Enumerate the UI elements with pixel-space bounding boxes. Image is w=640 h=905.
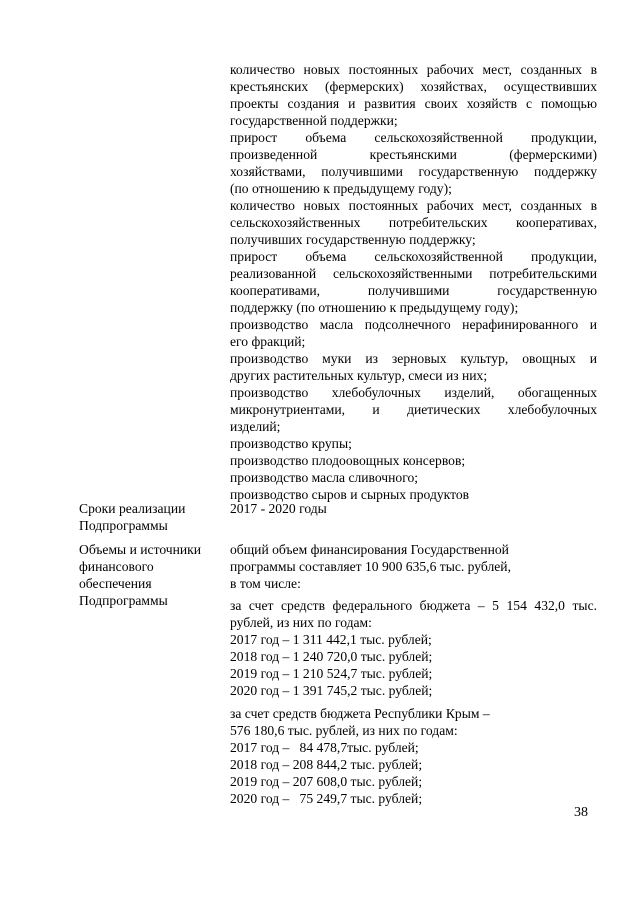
financing-total: общий объем финансирования Государственной программы составляет 10 900 635,6 тыс. рублей, в том числе: — [230, 542, 511, 591]
indicator-line: прирост объема сельскохозяйственной продукции, — [230, 249, 597, 264]
indicator-line: (по отношению к предыдущему году); — [230, 181, 452, 196]
indicator-line: хозяйствами, получившими государственную поддержку — [230, 164, 597, 179]
indicator-line: получивших государственную поддержку; — [230, 232, 476, 247]
indicator-line: проекты создания и развития своих хозяйств с помощью — [230, 96, 597, 111]
indicators-list — [230, 61, 597, 503]
financing-label: Объемы и источники финансового обеспечения Подпрограммы — [79, 542, 202, 608]
indicator-line: количество новых постоянных рабочих мест, созданных в — [230, 62, 597, 77]
indicator-line: производство плодоовощных консервов; — [230, 453, 466, 468]
indicator-line: государственной поддержки; — [230, 113, 398, 128]
indicator-line: производство крупы; — [230, 436, 352, 451]
indicator-line: производство муки из зерновых культур, овощных и — [230, 351, 597, 366]
timing-label: Сроки реализации Подпрограммы — [79, 501, 186, 533]
indicator-line: производство масла сливочного; — [230, 470, 419, 485]
indicator-line: количество новых постоянных рабочих мест, созданных в — [230, 198, 597, 213]
indicator-line: произведенной крестьянскими (фермерскими) — [230, 147, 597, 162]
indicator-line: прирост объема сельскохозяйственной продукции, — [230, 130, 597, 145]
indicator-line: поддержку (по отношению к предыдущему году); — [230, 300, 519, 315]
indicator-line: микронутриентами, и диетических хлебобулочных — [230, 402, 597, 417]
financing-crimea: за счет средств бюджета Республики Крым – 576 180,6 тыс. рублей, из них по годам: 2017 год – 84 478,7тыс. рублей; 2018 год – 208 844,2 тыс. рублей; 2019 год – 207 608,0 тыс. рублей; 2020 год – 75 249,7 тыс. рублей; — [230, 706, 490, 806]
timing-value: 2017 - 2020 годы — [230, 501, 327, 516]
indicator-line: кооперативами, получившими государственную — [230, 283, 597, 298]
indicator-line: производство хлебобулочных изделий, обогащенных — [230, 385, 597, 400]
page-number: 38 — [574, 805, 588, 820]
indicator-line: его фракций; — [230, 334, 306, 349]
indicator-line: изделий; — [230, 419, 281, 434]
indicator-line: других растительных культур, смеси из них; — [230, 368, 488, 383]
indicator-line: крестьянских (фермерских) хозяйствах, осуществивших — [230, 79, 597, 94]
financing-federal: за счет средств федерального бюджета – 5 154 432,0 тыс. рублей, из них по годам: 2017 год – 1 311 442,1 тыс. рублей; 2018 год – 1 240 720,0 тыс. рублей; 2019 год – 1 210 524,7 тыс. рублей; 2020 год – 1 391 745,2 тыс. рублей; — [230, 598, 597, 698]
indicator-line: реализованной сельскохозяйственными потребительскими — [230, 266, 597, 281]
indicator-line: сельскохозяйственных потребительских кооперативах, — [230, 215, 597, 230]
indicator-line: производство масла подсолнечного нерафинированного и — [230, 317, 597, 332]
indicator-line: производство сыров и сырных продуктов — [230, 487, 470, 502]
